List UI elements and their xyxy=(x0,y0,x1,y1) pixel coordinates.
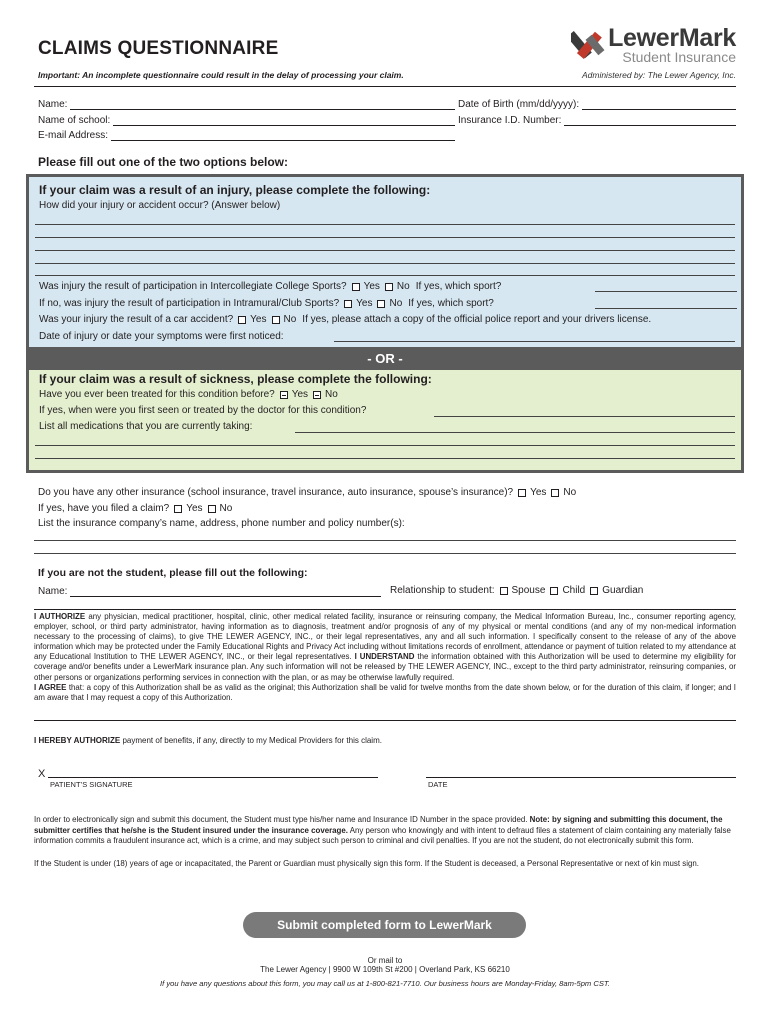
answer-line[interactable] xyxy=(35,250,735,251)
first-seen-question: If yes, when were you first seen or treated by the doctor for this condition? xyxy=(39,405,367,416)
insurance-line[interactable] xyxy=(34,553,736,554)
administered-by: Administered by: The Lewer Agency, Inc. xyxy=(581,70,736,80)
name-field[interactable]: Name: xyxy=(38,99,455,110)
under18-notice: If the Student is under (18) years of age or incapacitated, the Parent or Guardian must physically sign this form. If the Student is deceased, a Personal Representative or next of kin must sign. xyxy=(34,859,699,868)
email-field[interactable]: E-mail Address: xyxy=(38,130,455,141)
medications-line[interactable] xyxy=(295,432,735,433)
checkbox[interactable] xyxy=(238,316,246,324)
sickness-title: If your claim was a result of sickness, please complete the following: xyxy=(39,372,432,386)
authorization-divider xyxy=(34,720,736,721)
answer-line[interactable] xyxy=(35,237,735,238)
header-divider xyxy=(34,86,736,87)
insurance-id-field[interactable]: Insurance I.D. Number: xyxy=(458,115,736,126)
checkbox[interactable] xyxy=(385,283,393,291)
medications-line[interactable] xyxy=(35,445,735,446)
sport-line[interactable] xyxy=(595,308,737,309)
checkbox[interactable] xyxy=(500,587,508,595)
sickness-section xyxy=(26,370,744,473)
footer-contact: If you have any questions about this form, you may call us at 1-800-821-7710. Our business hours are Monday-Friday, 8am-5pm CST. xyxy=(160,979,610,988)
lewermark-logo xyxy=(571,26,736,64)
checkbox[interactable] xyxy=(377,300,385,308)
patient-signature-line[interactable] xyxy=(48,777,378,778)
intercollegiate-question: Was injury the result of participation in Intercollegiate College Sports? Yes No If yes, which sport? xyxy=(39,281,502,292)
not-student-title: If you are not the student, please fill out the following: xyxy=(38,567,308,579)
injury-date-line[interactable] xyxy=(334,341,735,342)
checkbox[interactable] xyxy=(518,489,526,497)
medications-line[interactable] xyxy=(35,458,735,459)
first-seen-line[interactable] xyxy=(434,416,735,417)
treated-before-question: Have you ever been treated for this condition before? Yes No xyxy=(39,389,338,400)
authorization-divider xyxy=(34,609,736,610)
school-field[interactable]: Name of school: xyxy=(38,115,455,126)
checkbox[interactable] xyxy=(344,300,352,308)
medications-question: List all medications that you are currently taking: xyxy=(39,421,253,432)
logo-subtitle: Student Insurance xyxy=(622,49,736,65)
injury-date-question: Date of injury or date your symptoms were first noticed: xyxy=(39,331,284,342)
intramural-question: If no, was injury the result of participation in Intramural/Club Sports? Yes No If yes, which sport? xyxy=(39,298,494,309)
checkbox[interactable] xyxy=(550,587,558,595)
authorization-text: I AUTHORIZE any physician, medical practitioner, hospital, clinic, other medical related facility, insurance or reinsuring company, the Medical Information Bureau, Inc., consumer reporting agency, employer, school, or third party administrator, having information as to diagnosis, treatment and/or prognosis of any of my physical or mental conditions (and any of my non-medical information necessary to the processing of claims), to give THE LEWER AGENCY, INC., or their legal representatives, any and all such information. I specifically consent to the release of any of the above information which may be protected under the Family Educational Rights and Privacy Act including without limitations records of enrollment, attendance or payment of tuition related to my attendance at any Educational Institution to THE LEWER AGENCY, INC., or their legal representatives. I UNDERSTAND the information obtained with this Authorization will be used to determine my eligibility for coverage and/or benefits under a LewerMark insurance plan. Any such information will not be released by THE LEWER AGENCY, INC., except to the third party administrator, reinsuring companies, or other persons or organizations performing services in connection with the plan, or as may be otherwise lawfully required. I AGREE that: a copy of this Authorization shall be as valid as the original; this Authorization shall be valid for twelve months from the date shown below, or for the duration of this claim, if longer; and I am aware that I may request a copy of this Authorization. xyxy=(34,612,736,702)
dob-field[interactable]: Date of Birth (mm/dd/yyyy): xyxy=(458,99,736,110)
or-mail-to: Or mail to xyxy=(367,956,403,965)
answer-line[interactable] xyxy=(35,224,735,225)
insurance-company-question: List the insurance company’s name, address, phone number and policy number(s): xyxy=(38,518,405,529)
checkbox[interactable] xyxy=(313,391,321,399)
not-student-name-field[interactable]: Name: xyxy=(38,586,381,597)
date-line[interactable] xyxy=(426,777,736,778)
esign-notice: In order to electronically sign and submit this document, the Student must type his/her name and Insurance ID Number in the space provided. Note: by signing and submitting this document, the submitter certifies that he/she is the Student insured under the insurance coverage. Any person who knowingly and with intent to defraud files a statement of claim containing any materially false information commits a fraudulent insurance act, which is a crime, and may subject such person to criminal and civil penalties. If you are not the student, do not electronically submit this form. xyxy=(34,815,731,845)
checkbox[interactable] xyxy=(590,587,598,595)
injury-sub: How did your injury or accident occur? (Answer below) xyxy=(39,200,281,211)
mail-address: The Lewer Agency | 9900 W 109th St #200 | Overland Park, KS 66210 xyxy=(260,965,510,974)
other-insurance-question: Do you have any other insurance (school insurance, travel insurance, auto insurance, spouse’s insurance)? Yes No xyxy=(38,487,577,498)
patient-signature-label: PATIENT’S SIGNATURE xyxy=(50,780,133,789)
checkbox[interactable] xyxy=(280,391,288,399)
checkbox[interactable] xyxy=(352,283,360,291)
checkbox[interactable] xyxy=(551,489,559,497)
date-label: DATE xyxy=(428,780,448,789)
injury-section xyxy=(26,174,744,347)
filed-claim-question: If yes, have you filed a claim? Yes No xyxy=(38,503,233,514)
options-title: Please fill out one of the two options below: xyxy=(38,155,289,169)
answer-line[interactable] xyxy=(35,275,735,276)
checkbox[interactable] xyxy=(174,505,182,513)
or-divider: - OR - xyxy=(26,347,744,370)
logo-name: LewerMark xyxy=(608,24,736,52)
hereby-authorize: I HEREBY AUTHORIZE payment of benefits, if any, directly to my Medical Providers for this claim. xyxy=(34,736,382,745)
relationship-question: Relationship to student: Spouse Child Guardian xyxy=(390,585,644,596)
insurance-line[interactable] xyxy=(34,540,736,541)
sport-line[interactable] xyxy=(595,291,737,292)
important-note: Important: An incomplete questionnaire could result in the delay of processing your claim. xyxy=(38,70,404,80)
submit-button[interactable]: Submit completed form to LewerMark xyxy=(243,912,526,938)
car-accident-question: Was your injury the result of a car accident? Yes No If yes, please attach a copy of the official police report and your drivers license. xyxy=(39,314,652,325)
checkbox[interactable] xyxy=(208,505,216,513)
logo-mark-icon xyxy=(571,29,605,61)
injury-title: If your claim was a result of an injury, please complete the following: xyxy=(39,183,431,197)
page-title: CLAIMS QUESTIONNAIRE xyxy=(38,38,279,59)
checkbox[interactable] xyxy=(272,316,280,324)
signature-x: X xyxy=(38,768,46,780)
answer-line[interactable] xyxy=(35,263,735,264)
